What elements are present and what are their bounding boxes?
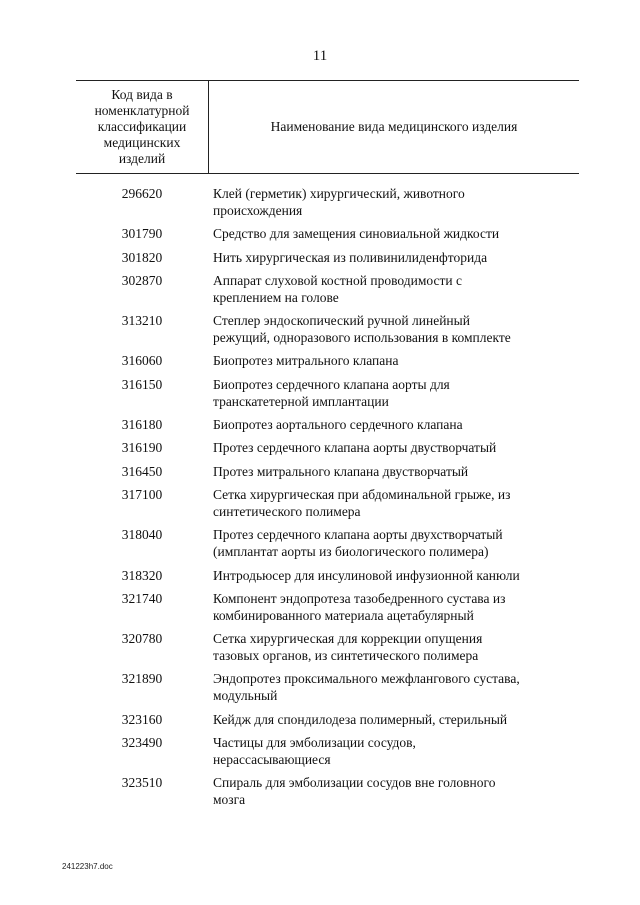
row-name: Кейдж для спондилодеза полимерный, стерильный bbox=[213, 711, 508, 727]
table-row bbox=[76, 670, 579, 704]
row-name: Биопротез митрального клапана bbox=[213, 353, 399, 369]
row-code: 316190 bbox=[121, 440, 163, 456]
header-code-column: Код вида в номенклатурной классификации медицинских изделий bbox=[76, 81, 209, 173]
row-name: Степлер эндоскопический ручной линейный режущий, одноразового использования в комплекте bbox=[213, 313, 511, 346]
table-header bbox=[76, 80, 579, 174]
row-code: 323490 bbox=[121, 735, 163, 751]
table-row bbox=[76, 463, 579, 480]
row-code: 317100 bbox=[121, 486, 163, 502]
row-code: 301790 bbox=[121, 226, 163, 242]
row-code: 320780 bbox=[121, 631, 163, 647]
row-name: Эндопротез проксимального межфлангового сустава, модульный bbox=[213, 671, 520, 704]
row-code: 316060 bbox=[121, 353, 163, 369]
table-row bbox=[76, 711, 579, 728]
row-code: 302870 bbox=[121, 272, 163, 288]
table-body bbox=[76, 185, 579, 815]
table-row bbox=[76, 486, 579, 520]
page-number: 11 bbox=[312, 48, 328, 64]
table-row bbox=[76, 376, 579, 410]
row-code: 323160 bbox=[121, 711, 163, 727]
table-row bbox=[76, 416, 579, 433]
row-code: 321740 bbox=[121, 590, 163, 606]
table-row bbox=[76, 630, 579, 664]
row-code: 318320 bbox=[121, 567, 163, 583]
table-row bbox=[76, 526, 579, 560]
table-row bbox=[76, 352, 579, 369]
table-row bbox=[76, 734, 579, 768]
header-name-column: Наименование вида медицинского изделия bbox=[270, 119, 518, 134]
row-name: Аппарат слуховой костной проводимости с креплением на голове bbox=[213, 272, 462, 305]
row-name: Протез сердечного клапана аорты двустворчатый bbox=[213, 440, 497, 456]
row-name: Протез митрального клапана двустворчатый bbox=[213, 463, 469, 479]
row-name: Средство для замещения синовиальной жидкости bbox=[213, 226, 500, 242]
row-code: 323510 bbox=[121, 775, 163, 791]
row-name: Сетка хирургическая при абдоминальной грыже, из синтетического полимера bbox=[213, 486, 511, 519]
table-row bbox=[76, 774, 579, 808]
row-name: Нить хирургическая из поливинилиденфторида bbox=[213, 249, 488, 265]
row-name: Биопротез сердечного клапана аорты для транскатетерной имплантации bbox=[213, 376, 450, 409]
table-row bbox=[76, 272, 579, 306]
row-code: 321890 bbox=[121, 671, 163, 687]
table-row bbox=[76, 225, 579, 242]
row-name: Компонент эндопротеза тазобедренного сустава из комбинированного материала ацетабулярный bbox=[213, 590, 506, 623]
row-name: Сетка хирургическая для коррекции опущения тазовых органов, из синтетического полимера bbox=[213, 631, 483, 664]
row-code: 316180 bbox=[121, 417, 163, 433]
row-name: Клей (герметик) хирургический, животного происхождения bbox=[213, 186, 465, 218]
row-code: 316150 bbox=[121, 376, 163, 392]
table-row bbox=[76, 590, 579, 624]
table-row bbox=[76, 439, 579, 456]
table-row bbox=[76, 185, 579, 219]
row-code: 301820 bbox=[121, 249, 163, 265]
row-name: Частицы для эмболизации сосудов, нерассасывающиеся bbox=[213, 735, 416, 768]
row-name: Спираль для эмболизации сосудов вне головного мозга bbox=[213, 775, 496, 808]
file-name-footer: 241223h7.doc bbox=[62, 862, 113, 871]
table-row bbox=[76, 567, 579, 584]
row-code: 296620 bbox=[121, 186, 163, 201]
table-row bbox=[76, 312, 579, 346]
row-code: 313210 bbox=[121, 313, 163, 329]
row-code: 316450 bbox=[121, 463, 163, 479]
row-name: Протез сердечного клапана аорты двухстворчатый (имплантат аорты из биологического полимера) bbox=[213, 527, 503, 560]
row-code: 318040 bbox=[121, 527, 163, 543]
row-name: Интродьюсер для инсулиновой инфузионной канюли bbox=[213, 567, 520, 583]
table-row bbox=[76, 249, 579, 266]
row-name: Биопротез аортального сердечного клапана bbox=[213, 417, 463, 433]
